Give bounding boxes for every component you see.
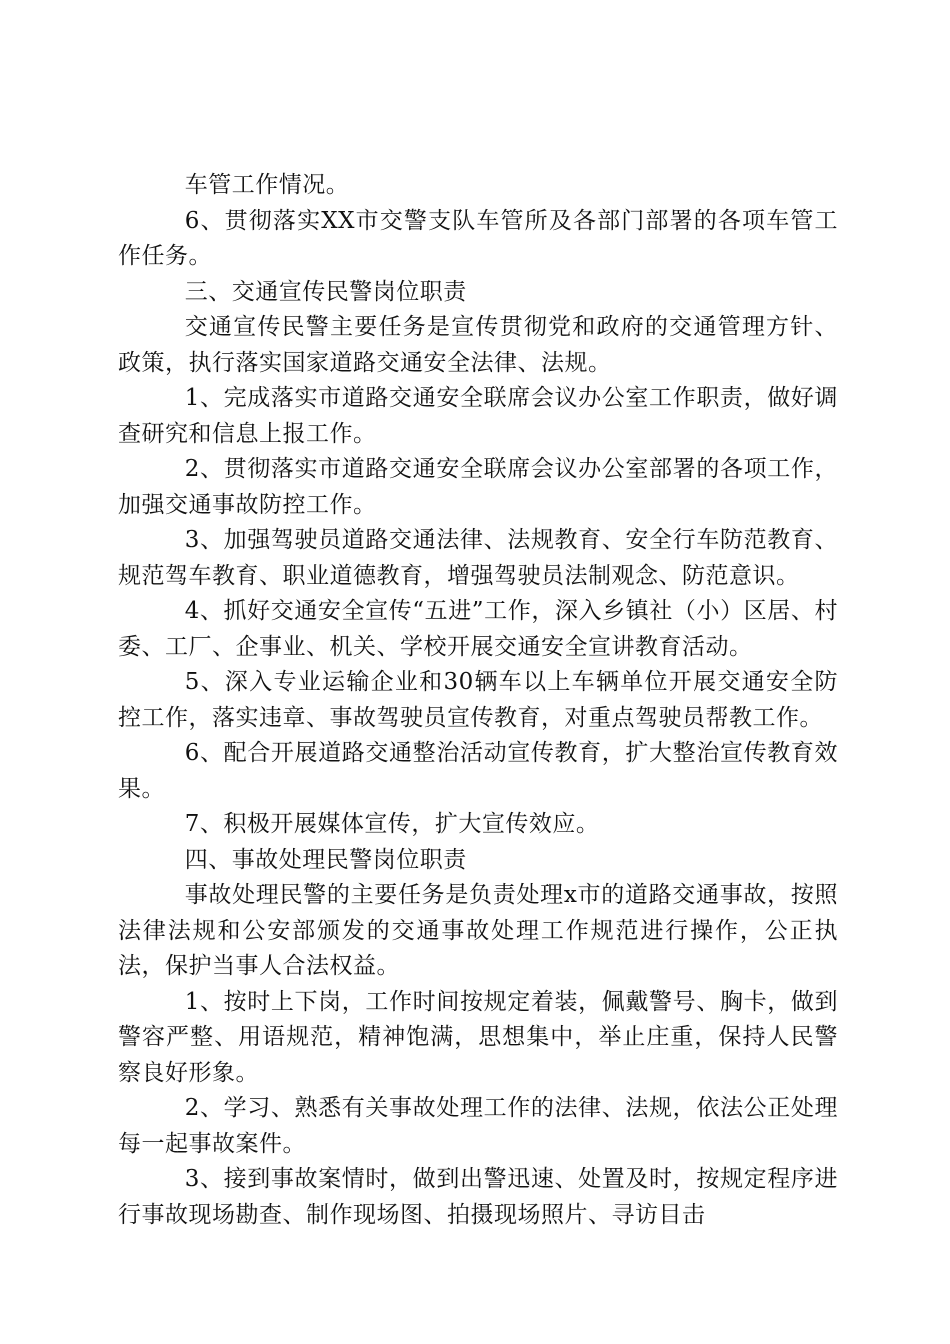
- paragraph-accident-item-1: 1、按时上下岗，工作时间按规定着装，佩戴警号、胸卡，做到警容严整、用语规范，精神饱满，思想集中，举止庄重，保持人民警察良好形象。: [118, 988, 838, 1086]
- paragraph-accident-item-2: 2、学习、熟悉有关事故处理工作的法律、法规，依法公正处理每一起事故案件。: [118, 1095, 838, 1157]
- paragraph-accident-intro: 事故处理民警的主要任务是负责处理x市的道路交通事故，按照法律法规和公安部颁发的交通事故处理工作规范进行操作，公正执法，保护当事人合法权益。: [118, 882, 838, 979]
- paragraph-accident-item-3: 3、接到事故案情时，做到出警迅速、处置及时，按规定程序进行事故现场勘查、制作现场图、拍摄现场照片、寻访目击: [118, 1166, 838, 1228]
- paragraph-publicity-item-4: 4、抓好交通安全宣传“五进”工作，深入乡镇社（小）区居、村委、工厂、企事业、机关、学校开展交通安全宣讲教育活动。: [118, 598, 838, 660]
- paragraph-publicity-intro: 交通宣传民警主要任务是宣传贯彻党和政府的交通管理方针、政策，执行落实国家道路交通安全法律、法规。: [118, 314, 838, 376]
- paragraph-publicity-item-2: 2、贯彻落实市道路交通安全联席会议办公室部署的各项工作，加强交通事故防控工作。: [118, 456, 838, 518]
- paragraph-publicity-item-7: 7、积极开展媒体宣传，扩大宣传效应。: [184, 811, 600, 837]
- section-heading-accident-handling: 四、事故处理民警岗位职责: [184, 846, 467, 873]
- paragraph-publicity-item-1: 1、完成落实市道路交通安全联席会议办公室工作职责，做好调查研究和信息上报工作。: [118, 385, 838, 447]
- paragraph-item-6-vehicle: 6、贯彻落实XX市交警支队车管所及各部门部署的各项车管工作任务。: [118, 207, 838, 269]
- paragraph-continuation: 车管工作情况。: [184, 172, 350, 198]
- paragraph-publicity-item-3: 3、加强驾驶员道路交通法律、法规教育、安全行车防范教育、规范驾车教育、职业道德教育，增强驾驶员法制观念、防范意识。: [118, 527, 838, 589]
- paragraph-publicity-item-6: 6、配合开展道路交通整治活动宣传教育，扩大整治宣传教育效果。: [118, 740, 838, 802]
- paragraph-publicity-item-5: 5、深入专业运输企业和30辆车以上车辆单位开展交通安全防控工作，落实违章、事故驾驶员宣传教育，对重点驾驶员帮教工作。: [118, 669, 838, 731]
- section-heading-traffic-publicity: 三、交通宣传民警岗位职责: [184, 278, 467, 305]
- document-body: [118, 168, 838, 1233]
